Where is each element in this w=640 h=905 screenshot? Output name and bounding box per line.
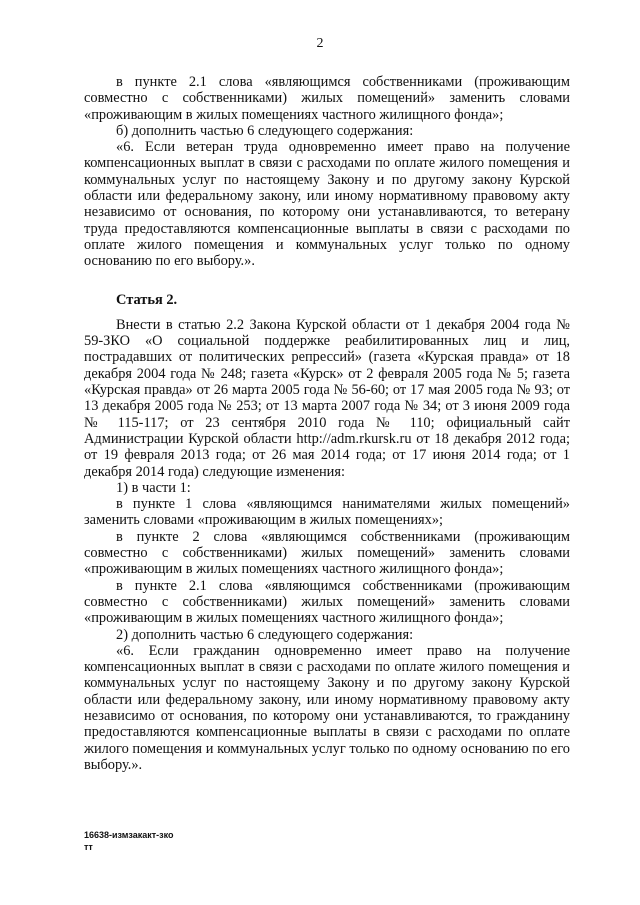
file-reference: 16638-измзакакт-зко [84,830,174,840]
paragraph: в пункте 2.1 слова «являющимся собственниками (проживающим совместно с собственниками) жилых помещений» заменить словами «проживающим в жилых помещениях частного жилищного фонда»; [84,577,570,627]
paragraph: в пункте 1 слова «являющимся нанимателями жилых помещений» заменить словами «проживающим в жилых помещениях»; [84,496,570,529]
paragraph: Внести в статью 2.2 Закона Курской области от 1 декабря 2004 года № 59-ЗКО «О социальной поддержке реабилитированных лиц и лиц, пострадавших от политических репрессий» (газета «Курская правда» от 18 декабря 2004 года № 248; газета «Курск» от 2 февраля 2005 года № 5; газета «Курская правда» от 26 марта 2005 года № 56-60; от 17 мая 2005 года № 93; от 13 декабря 2005 года № 253; от 13 марта 2007 года № 34; от 3 июня 2009 года № 115-117; от 23 сентября 2010 года № 110; официальный сайт Администрации Курской области http://adm.rkursk.ru от 18 декабря 2012 года; от 19 февраля 2013 года; от 26 мая 2014 года; от 17 июня 2014 года; от 1 декабря 2014 года) следующие изменения: [84,316,570,480]
author-initials: тт [84,842,93,852]
paragraph: б) дополнить частью 6 следующего содержания: [116,122,414,139]
paragraph: в пункте 2 слова «являющимся собственниками (проживающим совместно с собственниками) жилых помещений» заменить словами «проживающим в жилых помещениях частного жилищного фонда»; [84,528,570,578]
article-heading: Статья 2. [116,291,178,308]
paragraph: «6. Если гражданин одновременно имеет право на получение компенсационных выплат в связи с расходами по оплате жилого помещения и коммунальных услуг по настоящему Закону и по другому закону Курской области или федеральному закону, или иному нормативному правовому акту независимо от основания, по которому они устанавливаются, то гражданину предоставляются компенсационные выплаты в связи с расходами по оплате жилого помещения и коммунальных услуг только по одному основанию по его выбору.». [84,642,570,773]
page-number: 2 [316,36,324,51]
document-footer [84,829,173,853]
paragraph: 1) в части 1: [116,479,191,496]
paragraph: «6. Если ветеран труда одновременно имеет право на получение компенсационных выплат в связи с расходами по оплате жилого помещения и коммунальных услуг по настоящему Закону и по другому закону Курской области или федеральному закону, или иному нормативному правовому акту независимо от основания, по которому они устанавливаются, то ветерану труда предоставляются компенсационные выплаты в связи с расходами по оплате жилого помещения и коммунальных услуг только по одному основанию по его выбору.». [84,139,570,270]
paragraph: 2) дополнить частью 6 следующего содержания: [116,626,414,643]
paragraph: в пункте 2.1 слова «являющимся собственниками (проживающим совместно с собственниками) жилых помещений» заменить словами «проживающим в жилых помещениях частного жилищного фонда»; [84,74,570,123]
document-body [84,74,570,773]
